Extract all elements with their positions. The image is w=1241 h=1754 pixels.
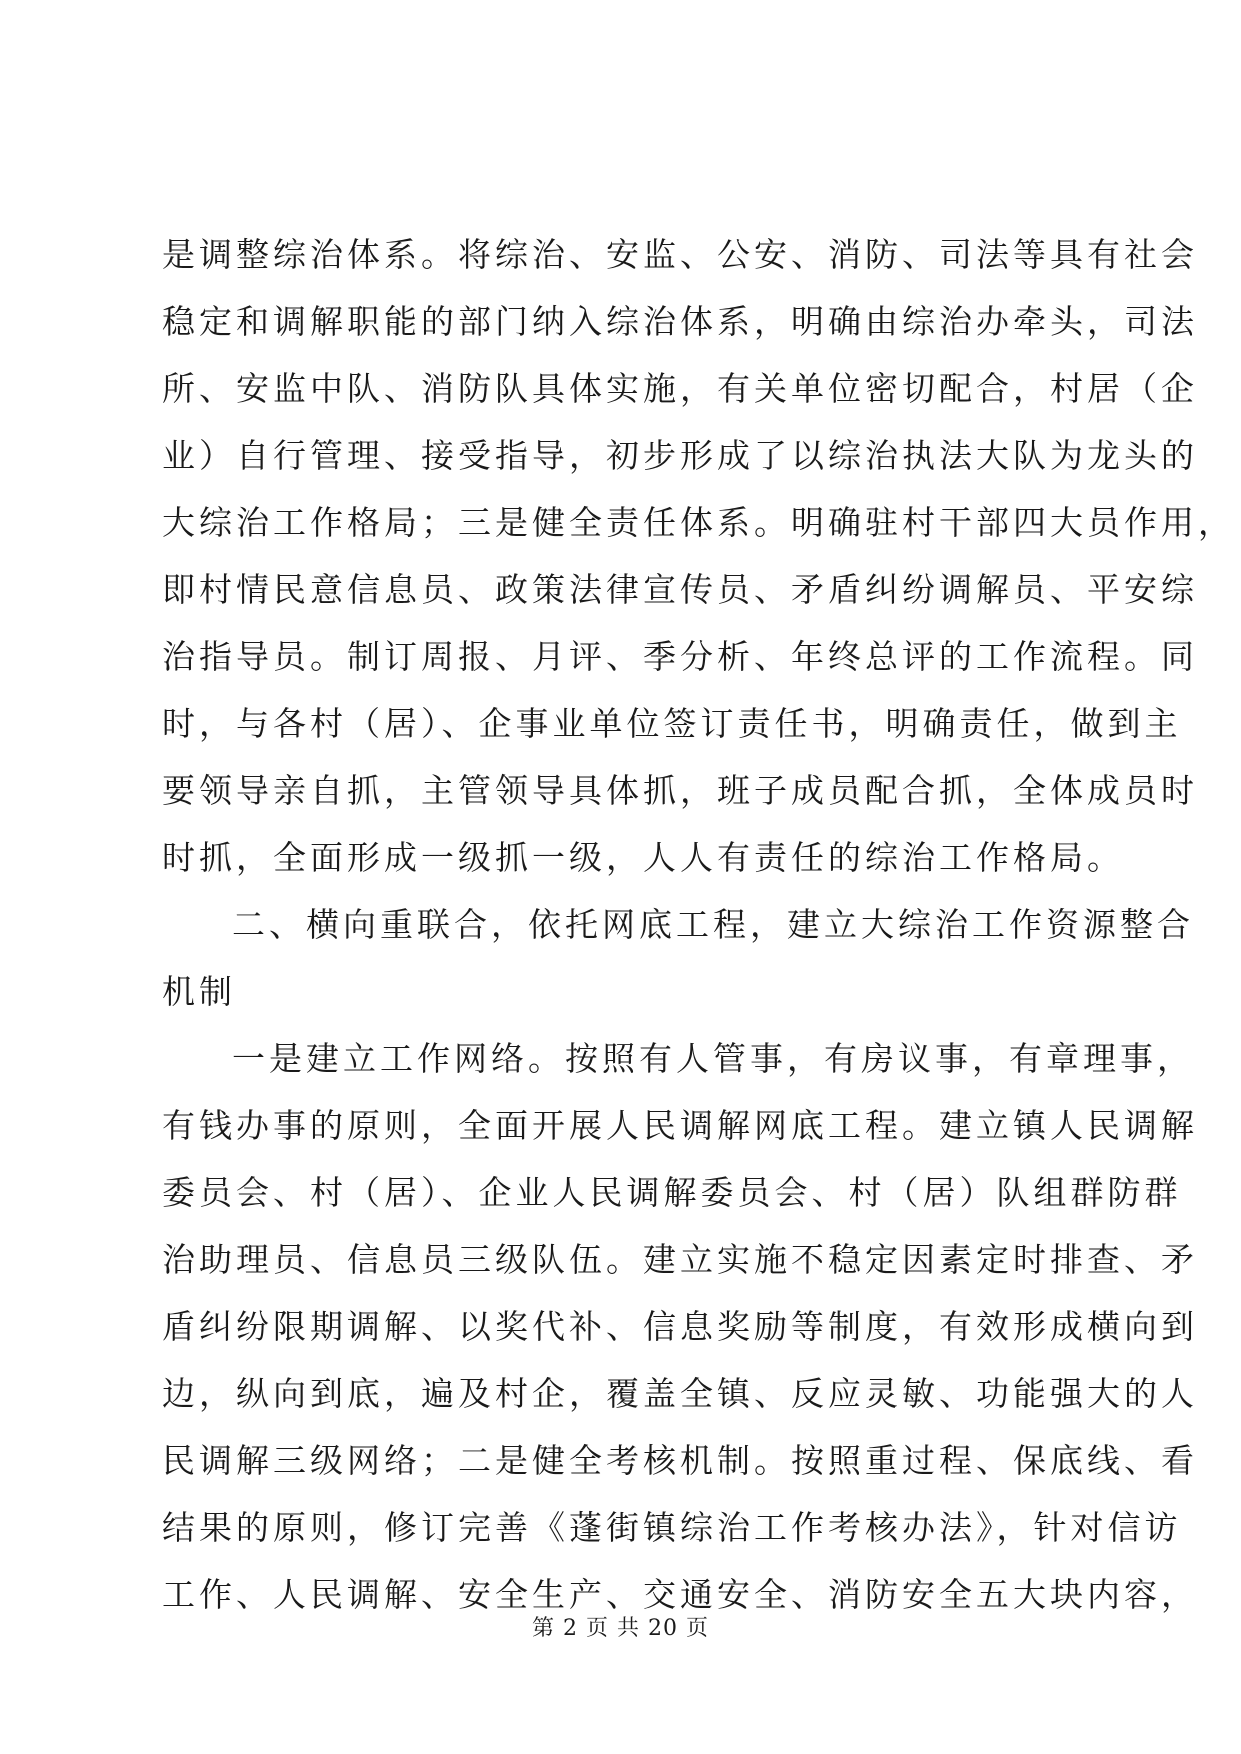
section-heading: 二、横向重联合，依托网底工程，建立大综治工作资源整合 bbox=[232, 905, 1194, 944]
text-line: 盾纠纷限期调解、以奖代补、信息奖励等制度，有效形成横向到 bbox=[162, 1307, 1198, 1346]
text-line: 所、安监中队、消防队具体实施，有关单位密切配合，村居（企 bbox=[162, 369, 1198, 408]
text-line: 边，纵向到底，遍及村企，覆盖全镇、反应灵敏、功能强大的人 bbox=[162, 1374, 1198, 1413]
text-line: 时，与各村（居）、企事业单位签订责任书，明确责任，做到主 bbox=[162, 704, 1182, 743]
text-line: 即村情民意信息员、政策法律宣传员、矛盾纠纷调解员、平安综 bbox=[162, 570, 1198, 609]
page-number-footer: 第 2 页 共 20 页 bbox=[532, 1616, 709, 1641]
text-line: 要领导亲自抓，主管领导具体抓，班子成员配合抓，全体成员时 bbox=[162, 771, 1198, 810]
text-line: 时抓，全面形成一级抓一级，人人有责任的综治工作格局。 bbox=[162, 838, 1124, 877]
text-line: 治指导员。制订周报、月评、季分析、年终总评的工作流程。同 bbox=[162, 637, 1198, 676]
text-line: 民调解三级网络；二是健全考核机制。按照重过程、保底线、看 bbox=[162, 1441, 1198, 1480]
text-line: 委员会、村（居）、企业人民调解委员会、村（居）队组群防群 bbox=[162, 1173, 1182, 1212]
text-line: 结果的原则，修订完善《蓬街镇综治工作考核办法》，针对信访 bbox=[162, 1508, 1182, 1547]
text-line: 业）自行管理、接受指导，初步形成了以综治执法大队为龙头的 bbox=[162, 436, 1198, 475]
text-line: 一是建立工作网络。按照有人管事，有房议事，有章理事， bbox=[232, 1039, 1194, 1078]
text-line: 治助理员、信息员三级队伍。建立实施不稳定因素定时排查、矛 bbox=[162, 1240, 1198, 1279]
text-line: 有钱办事的原则，全面开展人民调解网底工程。建立镇人民调解 bbox=[162, 1106, 1198, 1145]
text-line: 工作、人民调解、安全生产、交通安全、消防安全五大块内容， bbox=[162, 1575, 1198, 1614]
text-line: 大综治工作格局；三是健全责任体系。明确驻村干部四大员作用， bbox=[162, 503, 1235, 542]
text-line: 稳定和调解职能的部门纳入综治体系，明确由综治办牵头，司法 bbox=[162, 302, 1198, 341]
text-line: 是调整综治体系。将综治、安监、公安、消防、司法等具有社会 bbox=[162, 235, 1198, 274]
section-heading-continued: 机制 bbox=[162, 972, 236, 1011]
